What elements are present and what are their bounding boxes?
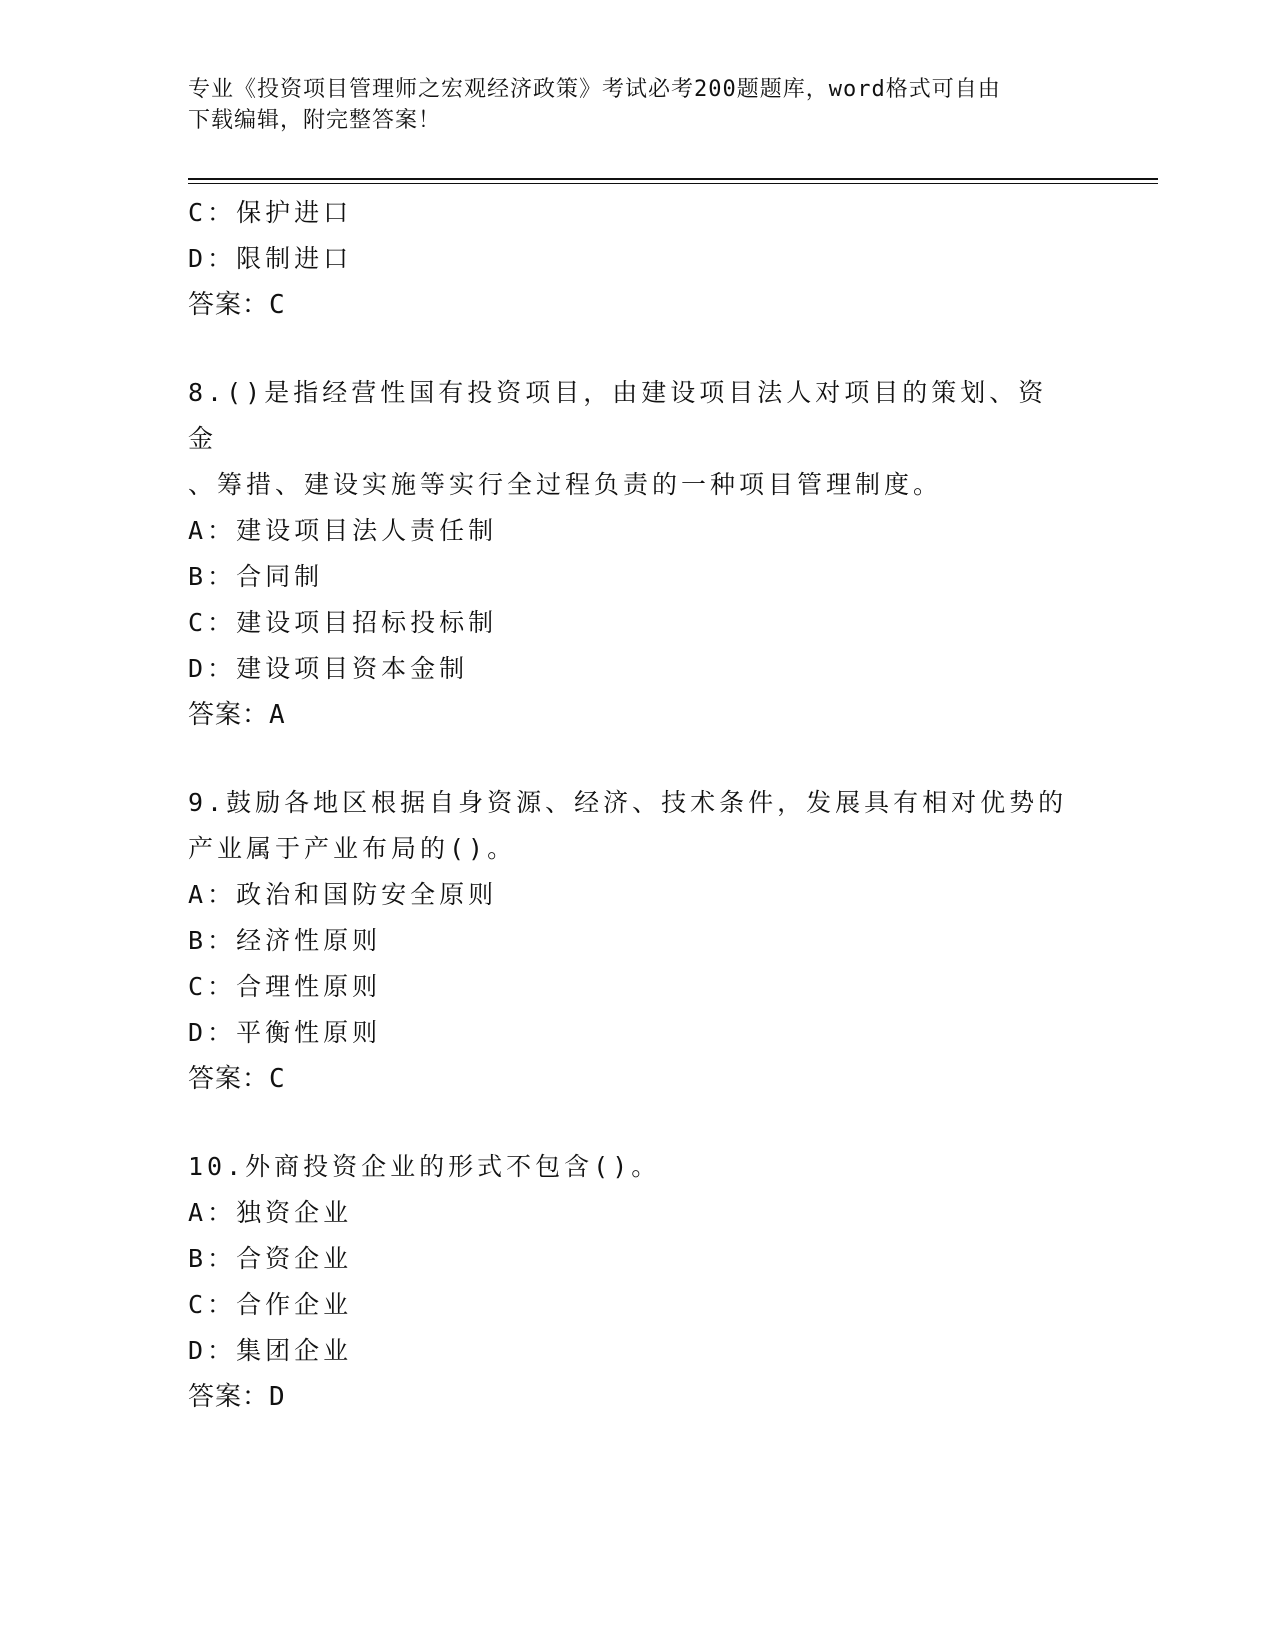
question-list — [188, 190, 1088, 1420]
answer: 答案：C — [188, 1064, 286, 1094]
option-d: D：集团企业 — [188, 1336, 353, 1365]
question-stem: 8.()是指经营性国有投资项目，由建设项目法人对项目的策划、资金 、筹措、建设实施等实行全过程负责的一种项目管理制度。 — [188, 378, 1048, 499]
option-b: B：经济性原则 — [188, 926, 382, 955]
option-a: A：政治和国防安全原则 — [188, 880, 498, 909]
option-d: D：平衡性原则 — [188, 1018, 382, 1047]
option-c: C：保护进口 — [188, 198, 353, 227]
question-stem: 10.外商投资企业的形式不包含()。 — [188, 1152, 661, 1181]
question-8 — [188, 370, 1088, 738]
question-9 — [188, 780, 1088, 1102]
option-d: D：限制进口 — [188, 244, 353, 273]
document-header — [188, 74, 1068, 136]
option-a: A：独资企业 — [188, 1198, 353, 1227]
option-b: B：合同制 — [188, 562, 324, 591]
option-d: D：建设项目资本金制 — [188, 654, 469, 683]
answer: 答案：A — [188, 700, 286, 730]
option-c: C：合理性原则 — [188, 972, 382, 1001]
question-stem: 9.鼓励各地区根据自身资源、经济、技术条件，发展具有相对优势的 产业属于产业布局的()。 — [188, 788, 1068, 863]
option-a: A：建设项目法人责任制 — [188, 516, 498, 545]
answer: 答案：D — [188, 1382, 286, 1412]
header-divider-thick — [188, 178, 1158, 180]
option-c: C：合作企业 — [188, 1290, 353, 1319]
question-7-continued — [188, 190, 1088, 328]
question-10 — [188, 1144, 1088, 1420]
option-b: B：合资企业 — [188, 1244, 353, 1273]
header-divider-thin — [188, 183, 1158, 184]
header-line-2: 下载编辑，附完整答案！ — [188, 108, 442, 133]
option-c: C：建设项目招标投标制 — [188, 608, 498, 637]
answer: 答案：C — [188, 290, 286, 320]
header-line-1: 专业《投资项目管理师之宏观经济政策》考试必考200题题库，word格式可自由 — [188, 77, 1001, 102]
